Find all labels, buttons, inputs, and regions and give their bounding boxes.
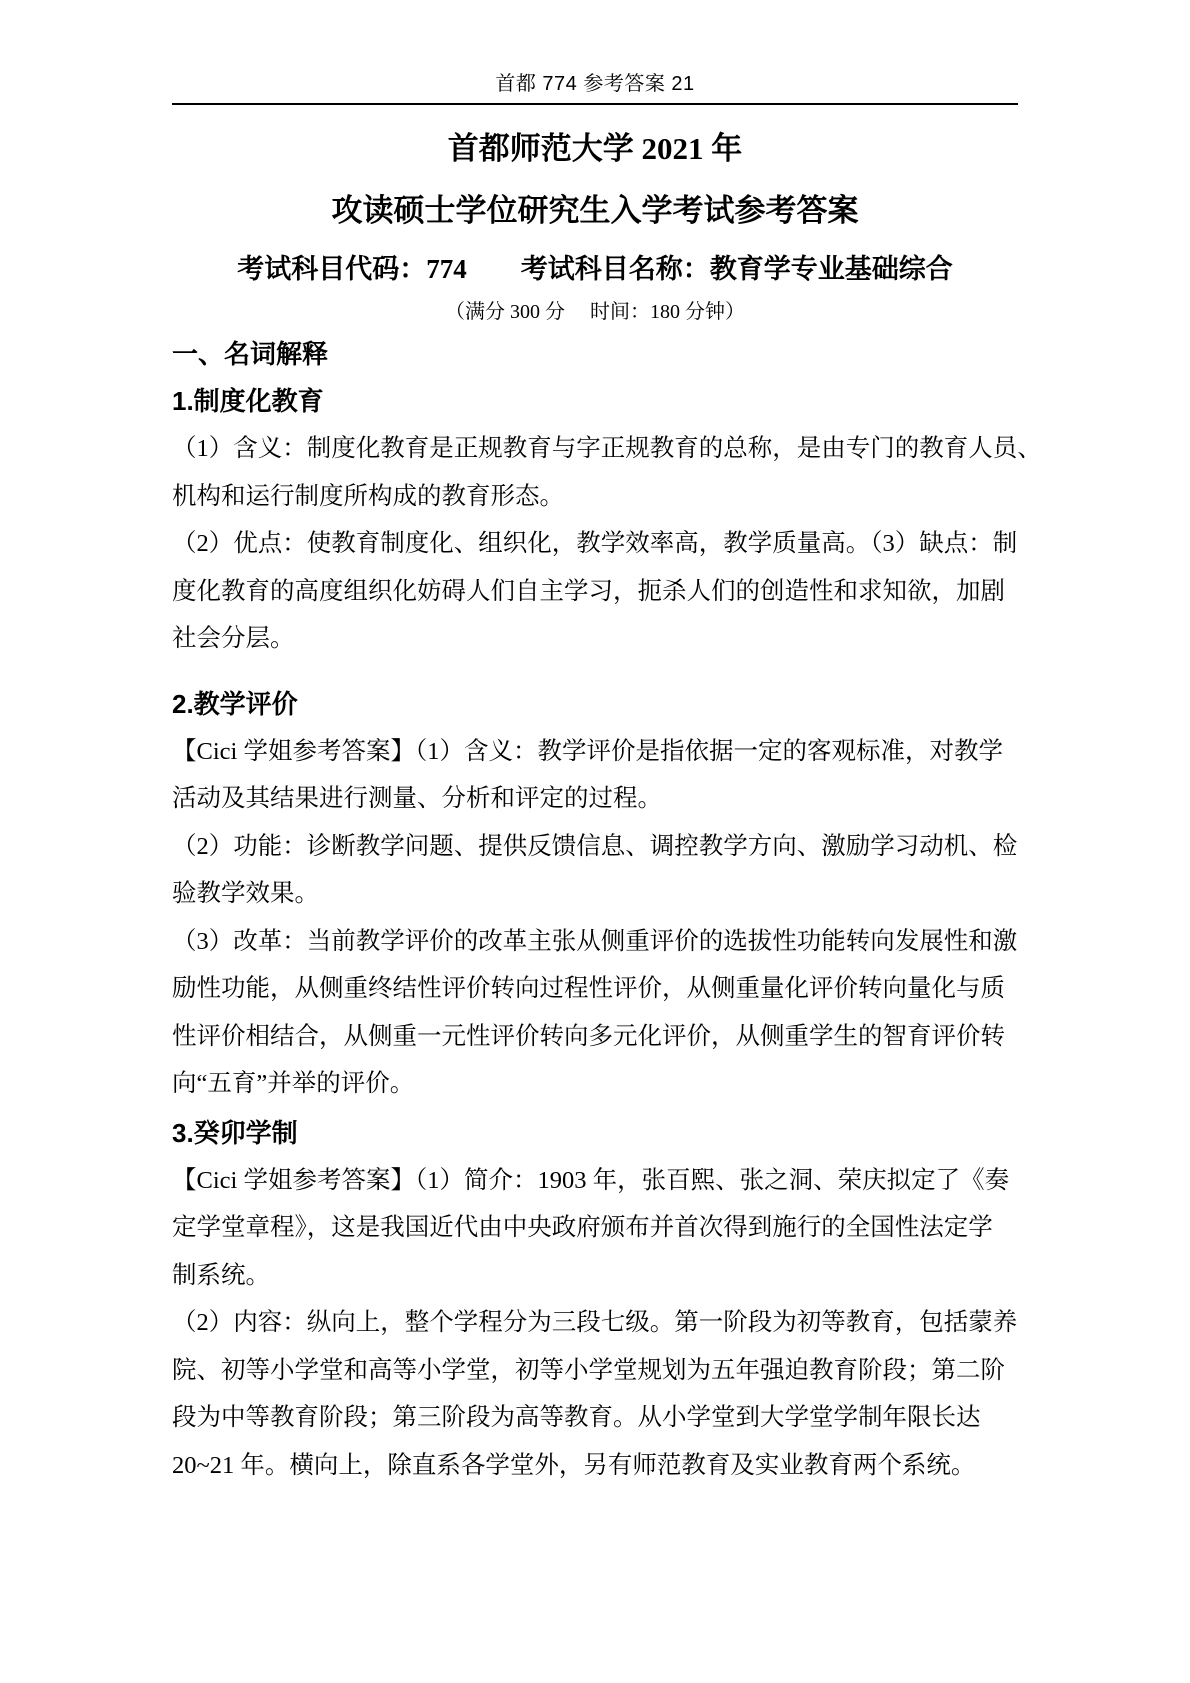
- doc-title-line2: 攻读硕士学位研究生入学考试参考答案: [331, 193, 859, 228]
- text-line: 【Cici 学姐参考答案】（1）含义：教学评价是指依据一定的客观标准，对教学: [172, 737, 1003, 765]
- text-line: 院、初等小学堂和高等小学堂，初等小学堂规划为五年强迫教育阶段；第二阶: [172, 1356, 1005, 1384]
- meta-line: （满分 300 分 时间：180 分钟）: [445, 301, 745, 323]
- doc-title-line1: 首都师范大学 2021 年: [447, 131, 743, 166]
- page-header-text: 首都 774 参考答案 21: [495, 73, 695, 95]
- text-line: 验教学效果。: [172, 880, 319, 907]
- text-line: 活动及其结果进行测量、分析和评定的过程。: [172, 785, 662, 812]
- text-line: （2）功能：诊断教学问题、提供反馈信息、调控教学方向、激励学习动机、检: [172, 832, 1018, 860]
- text-line: 制系统。: [172, 1261, 270, 1289]
- text-line: 20~21 年。横向上，除直系各学堂外，另有师范教育及实业教育两个系统。: [172, 1451, 976, 1479]
- text-line: 段为中等教育阶段；第三阶段为高等教育。从小学堂到大学堂学制年限长达: [172, 1404, 981, 1431]
- text-line: （3）改革：当前教学评价的改革主张从侧重评价的选拔性功能转向发展性和激: [172, 927, 1018, 955]
- text-line: 度化教育的高度组织化妨碍人们自主学习，扼杀人们的创造性和求知欲，加剧: [172, 577, 1005, 605]
- paragraph: [172, 728, 1018, 823]
- text-line: （1）含义：制度化教育是正规教育与字正规教育的总称，是由专门的教育人员、: [172, 435, 1042, 462]
- item-heading-3: 3.癸卯学制: [172, 1117, 298, 1148]
- text-line: 性评价相结合，从侧重一元性评价转向多元化评价，从侧重学生的智育评价转: [172, 1022, 1005, 1050]
- section-heading: 一、名词解释: [172, 339, 329, 369]
- item-heading-1: 1.制度化教育: [172, 386, 324, 416]
- text-line: 【Cici 学姐参考答案】（1）简介：1903 年，张百熙、张之洞、荣庆拟定了《奏: [172, 1166, 1010, 1194]
- paragraph: [172, 918, 1018, 1108]
- text-line: （2）内容：纵向上，整个学程分为三段七级。第一阶段为初等教育，包括蒙养: [172, 1309, 1018, 1336]
- text-line: 社会分层。: [172, 625, 295, 652]
- item-heading-2: 2.教学评价: [172, 688, 298, 719]
- paragraph: [172, 520, 1018, 663]
- text-line: （2）优点：使教育制度化、组织化，教学效率高，教学质量高。（3）缺点：制: [172, 530, 1018, 557]
- subject-line: 考试科目代码：774 考试科目名称：教育学专业基础综合: [237, 254, 953, 284]
- text-line: 定学堂章程》，这是我国近代由中央政府颁布并首次得到施行的全国性法定学: [172, 1214, 993, 1241]
- page-content: [0, 70, 1190, 1489]
- paragraph: [172, 425, 1042, 520]
- paragraph: [172, 823, 1018, 918]
- text-line: 向“五育”并举的评价。: [172, 1070, 415, 1097]
- header-rule: [172, 103, 1018, 105]
- paragraph: [172, 1299, 1018, 1489]
- paragraph: [172, 1157, 1018, 1300]
- text-line: 机构和运行制度所构成的教育形态。: [172, 482, 564, 510]
- text-line: 励性功能，从侧重终结性评价转向过程性评价，从侧重量化评价转向量化与质: [172, 975, 1005, 1002]
